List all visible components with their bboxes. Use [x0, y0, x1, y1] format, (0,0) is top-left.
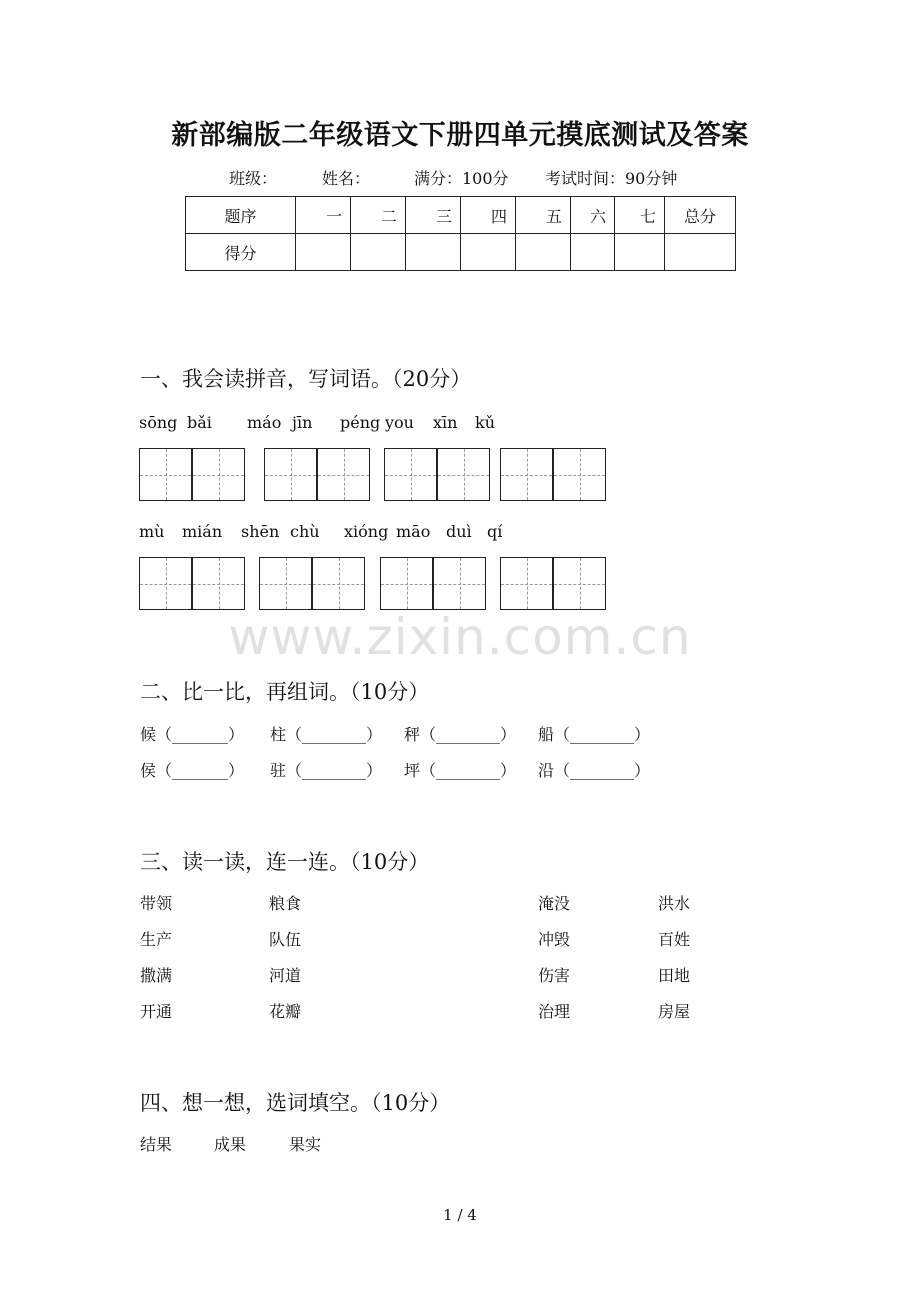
column-7: 七 [615, 197, 665, 234]
match-word[interactable]: 田地 [658, 966, 691, 985]
writing-box[interactable] [139, 448, 192, 501]
match-word[interactable]: 治理 [538, 1002, 571, 1021]
match-word[interactable]: 开通 [140, 1002, 173, 1021]
pinyin: shēn [241, 522, 280, 541]
column-4: 四 [461, 197, 516, 234]
writing-box[interactable] [380, 557, 433, 610]
choice-word: 结果 [140, 1135, 173, 1154]
section-1-title: 一、我会读拼音，写词语。（20分） [140, 367, 472, 391]
writing-box[interactable] [259, 557, 312, 610]
pinyin: mián [182, 522, 223, 541]
writing-box[interactable] [264, 448, 317, 501]
pinyin: qí [487, 522, 503, 541]
pinyin: bǎi [187, 413, 212, 432]
pinyin: chù [290, 522, 320, 541]
column-1: 一 [296, 197, 351, 234]
exam-time: 考试时间：90分钟 [545, 169, 678, 188]
score-cell[interactable] [296, 234, 351, 271]
writing-box[interactable] [500, 448, 553, 501]
pinyin: péng [340, 413, 381, 432]
watermark: www.zixin.com.cn [228, 608, 692, 666]
pinyin: xīn [433, 413, 458, 432]
pinyin: māo [396, 522, 431, 541]
column-3: 三 [406, 197, 461, 234]
match-word[interactable]: 河道 [269, 966, 302, 985]
score-table-score-row [186, 234, 736, 271]
document-title: 新部编版二年级语文下册四单元摸底测试及答案 [171, 120, 749, 151]
pinyin: xióng [344, 522, 389, 541]
compare-item: 驻（________） [270, 761, 383, 780]
pinyin: sōng [139, 413, 178, 432]
match-word[interactable]: 洪水 [658, 894, 691, 913]
compare-item: 沿（________） [538, 761, 651, 780]
score-cell[interactable] [461, 234, 516, 271]
column-6: 六 [571, 197, 615, 234]
class-label: 班级： [229, 169, 278, 188]
match-word[interactable]: 粮食 [269, 894, 302, 913]
pinyin: mù [139, 522, 165, 541]
pinyin: duì [446, 522, 472, 541]
pinyin: jīn [292, 413, 313, 432]
writing-box[interactable] [384, 448, 437, 501]
writing-box[interactable] [192, 557, 245, 610]
score-cell[interactable] [406, 234, 461, 271]
writing-box[interactable] [437, 448, 490, 501]
match-word[interactable]: 带领 [140, 894, 173, 913]
writing-box[interactable] [553, 448, 606, 501]
score-table-header-row [186, 197, 736, 234]
match-word[interactable]: 房屋 [658, 1002, 691, 1021]
compare-item: 船（________） [538, 725, 651, 744]
score-cell[interactable] [665, 234, 736, 271]
compare-item: 候（_______） [140, 725, 245, 744]
match-word[interactable]: 生产 [140, 930, 173, 949]
writing-box[interactable] [139, 557, 192, 610]
compare-item: 侯（_______） [140, 761, 245, 780]
choice-word: 果实 [289, 1135, 322, 1154]
match-word[interactable]: 伤害 [538, 966, 571, 985]
match-word[interactable]: 花瓣 [269, 1002, 302, 1021]
question-order-label: 题序 [186, 197, 296, 234]
section-2-title: 二、比一比，再组词。（10分） [140, 680, 430, 704]
writing-box[interactable] [433, 557, 486, 610]
score-cell[interactable] [615, 234, 665, 271]
match-word[interactable]: 冲毁 [538, 930, 571, 949]
score-label: 得分 [186, 234, 296, 271]
pinyin: you [385, 413, 414, 432]
writing-box[interactable] [192, 448, 245, 501]
compare-item: 秤（________） [404, 725, 517, 744]
pinyin: kǔ [475, 413, 495, 432]
match-word[interactable]: 百姓 [658, 930, 691, 949]
score-cell[interactable] [516, 234, 571, 271]
page-number: 1 / 4 [443, 1206, 477, 1224]
total-score-label: 总分 [665, 197, 736, 234]
score-cell[interactable] [571, 234, 615, 271]
section-3-title: 三、读一读，连一连。（10分） [140, 850, 430, 874]
writing-box[interactable] [312, 557, 365, 610]
match-word[interactable]: 撒满 [140, 966, 173, 985]
section-4-title: 四、想一想，选词填空。（10分） [140, 1091, 451, 1115]
full-score: 满分：100分 [414, 169, 509, 188]
writing-box[interactable] [317, 448, 370, 501]
score-table [185, 196, 736, 271]
match-word[interactable]: 队伍 [269, 930, 302, 949]
name-label: 姓名： [322, 169, 371, 188]
compare-item: 坪（________） [404, 761, 517, 780]
column-2: 二 [351, 197, 406, 234]
choice-word: 成果 [214, 1135, 247, 1154]
compare-item: 柱（________） [270, 725, 383, 744]
score-cell[interactable] [351, 234, 406, 271]
match-word[interactable]: 淹没 [538, 894, 571, 913]
writing-box[interactable] [500, 557, 553, 610]
pinyin: máo [247, 413, 282, 432]
writing-box[interactable] [553, 557, 606, 610]
column-5: 五 [516, 197, 571, 234]
exam-info-row [0, 166, 920, 190]
